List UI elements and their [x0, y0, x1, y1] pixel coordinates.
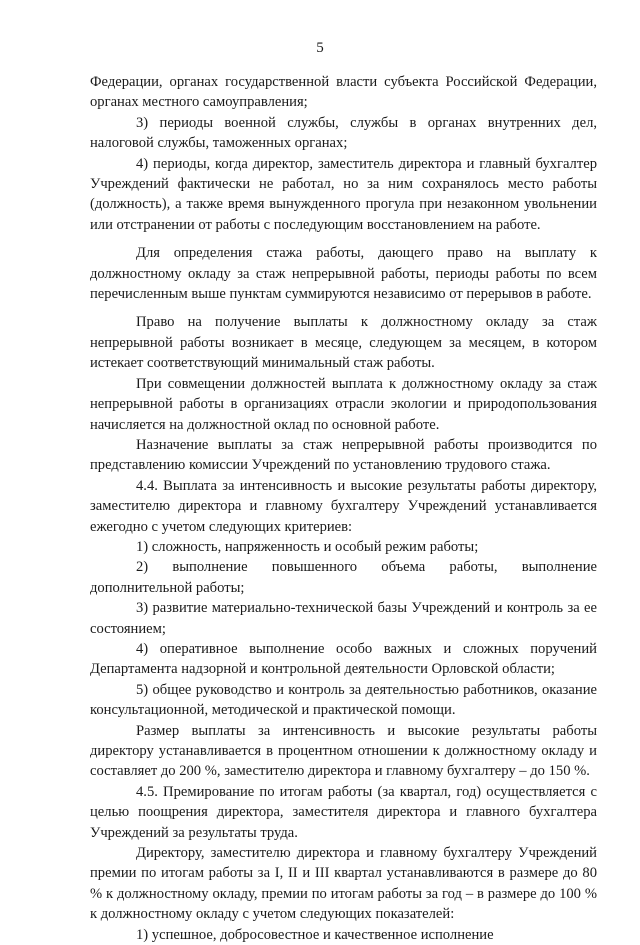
document-body	[90, 72, 597, 945]
paragraph: 2) выполнение повышенного объема работы, выполнение дополнительной работы;	[90, 559, 597, 596]
paragraph: 3) развитие материально-технической базы Учреждений и контроль за ее состоянием;	[90, 600, 597, 637]
page-number: 5	[316, 40, 324, 56]
paragraph: Федерации, органах государственной власти субъекта Российской Федерации, органах местного самоуправления;	[90, 74, 597, 111]
paragraph: 3) периоды военной службы, службы в органах внутренних дел, налоговой службы, таможенных органах;	[90, 114, 597, 152]
paragraph: 5) общее руководство и контроль за деятельностью работников, оказание консультационной, методической и практической помощи.	[90, 681, 597, 719]
paragraph: 4) периоды, когда директор, заместитель директора и главный бухгалтер Учреждений фактически не работал, но за ним сохранялось место работы (должность), а также время вынужденного прогула при незаконном увольнении или отстранении от работы с последующим восстановлением на работе.	[90, 155, 597, 233]
paragraph: Назначение выплаты за стаж непрерывной работы производится по представлению комиссии Учреждений по установлению трудового стажа.	[90, 436, 597, 474]
paragraph: 1) сложность, напряженность и особый режим работы;	[136, 538, 479, 555]
paragraph: 1) успешное, добросовестное и качественное исполнение	[136, 926, 494, 943]
paragraph: Размер выплаты за интенсивность и высокие результаты работы директору устанавливается в процентном отношении к должностному окладу и составляет до 200 %, заместителю директора и главному бухгалтеру – до 150 %.	[90, 722, 597, 780]
paragraph: 4.4. Выплата за интенсивность и высокие результаты работы директору, заместителю директора и главному бухгалтеру Учреждений устанавливается ежегодно с учетом следующих критериев:	[90, 477, 597, 535]
paragraph: Право на получение выплаты к должностному окладу за стаж непрерывной работы возникает в месяце, следующем за месяцем, в котором истекает соответствующий минимальный стаж работы.	[90, 314, 597, 372]
paragraph: Директору, заместителю директора и главному бухгалтеру Учреждений премии по итогам работы за I, II и III квартал устанавливаются в размере до 80 % к должностному окладу, премии по итогам работы за год – в размере до 100 % к должностному окладу с учетом следующих показателей:	[90, 845, 597, 923]
paragraph: 4.5. Премирование по итогам работы (за квартал, год) осуществляется с целью поощрения директора, заместителя директора и главного бухгалтера Учреждений за результаты труда.	[90, 783, 597, 841]
paragraph: 4) оперативное выполнение особо важных и сложных поручений Департамента надзорной и контрольной деятельности Орловской области;	[90, 640, 597, 678]
paragraph: При совмещении должностей выплата к должностному окладу за стаж непрерывной работы в организациях отрасли экологии и природопользования начисляется на должностной оклад по основной работе.	[90, 375, 597, 433]
paragraph: Для определения стажа работы, дающего право на выплату к должностному окладу за стаж непрерывной работы, периоды работы по всем перечисленным выше пунктам суммируются независимо от перерывов в работе.	[90, 245, 597, 303]
